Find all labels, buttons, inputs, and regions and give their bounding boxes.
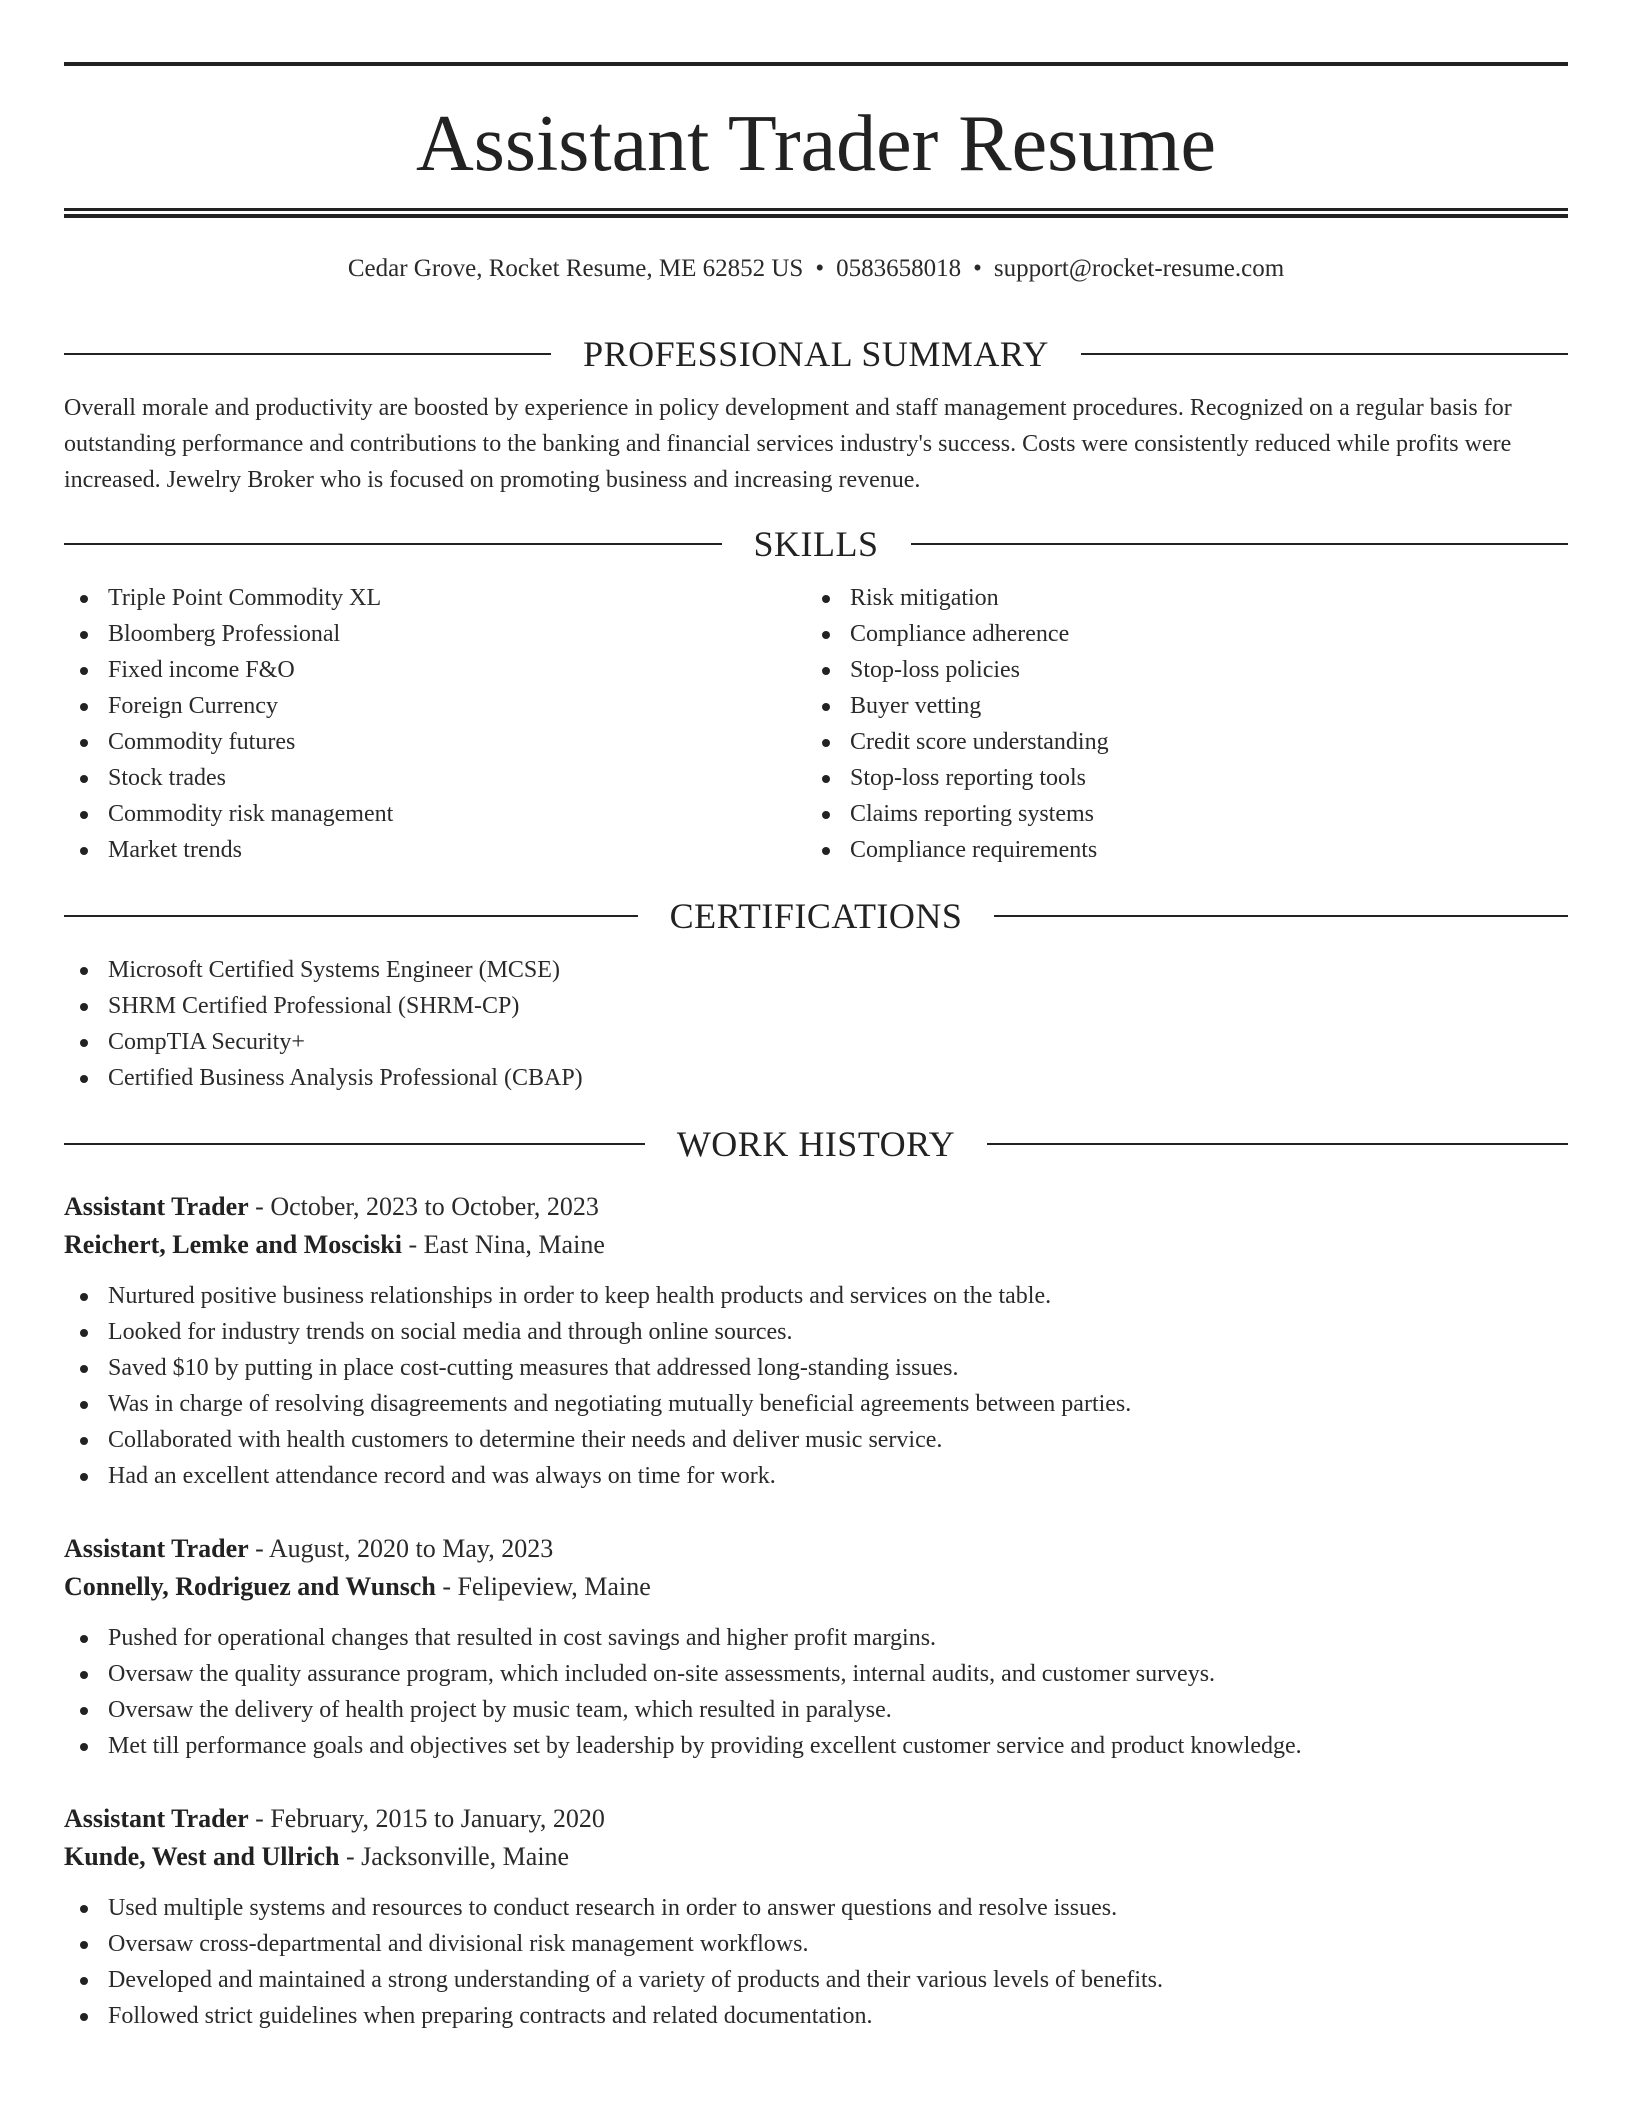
job-company-line bbox=[64, 1838, 1568, 1876]
resume-page bbox=[64, 62, 1568, 2034]
job-bullet: Looked for industry trends on social media and through online sources. bbox=[64, 1314, 1568, 1350]
job-bullets bbox=[64, 1890, 1568, 2034]
skill-item: Foreign Currency bbox=[64, 688, 806, 724]
job-bullet: Collaborated with health customers to determine their needs and deliver music service. bbox=[64, 1422, 1568, 1458]
job-bullet: Saved $10 by putting in place cost-cutting measures that addressed long-standing issues. bbox=[64, 1350, 1568, 1386]
contact-address: Cedar Grove, Rocket Resume, ME 62852 US bbox=[347, 255, 804, 282]
section-heading-certifications bbox=[64, 894, 1568, 938]
job-bullet: Met till performance goals and objectives set by leadership by providing excellent customer service and product knowledge. bbox=[64, 1728, 1568, 1764]
job-entry bbox=[64, 1530, 1568, 1764]
job-bullet: Oversaw the quality assurance program, which included on-site assessments, internal audits, and customer surveys. bbox=[64, 1656, 1568, 1692]
job-dates: - August, 2020 to May, 2023 bbox=[248, 1534, 554, 1563]
job-entry bbox=[64, 1800, 1568, 2034]
job-dates: - February, 2015 to January, 2020 bbox=[248, 1804, 605, 1833]
heading-rule-left bbox=[64, 1143, 645, 1145]
job-bullet: Oversaw the delivery of health project by music team, which resulted in paralyse. bbox=[64, 1692, 1568, 1728]
heading-rule-right bbox=[911, 543, 1569, 545]
job-bullet: Followed strict guidelines when preparing contracts and related documentation. bbox=[64, 1998, 1568, 2034]
job-location: - Jacksonville, Maine bbox=[339, 1842, 570, 1871]
job-company-line bbox=[64, 1226, 1568, 1264]
skill-item: Risk mitigation bbox=[806, 580, 1548, 616]
skills-list-left bbox=[64, 580, 806, 868]
skill-item: Fixed income F&O bbox=[64, 652, 806, 688]
certification-item: SHRM Certified Professional (SHRM-CP) bbox=[64, 988, 1568, 1024]
section-heading-skills bbox=[64, 522, 1568, 566]
job-bullets bbox=[64, 1620, 1568, 1764]
skills-list-right bbox=[806, 580, 1548, 868]
skill-item: Buyer vetting bbox=[806, 688, 1548, 724]
skill-item: Bloomberg Professional bbox=[64, 616, 806, 652]
heading-rule-left bbox=[64, 353, 551, 355]
job-bullet: Had an excellent attendance record and was always on time for work. bbox=[64, 1458, 1568, 1494]
contact-phone: 0583658018 bbox=[836, 255, 962, 282]
heading-rule-right bbox=[994, 915, 1568, 917]
skill-item: Commodity risk management bbox=[64, 796, 806, 832]
job-bullets bbox=[64, 1278, 1568, 1494]
section-title: WORK HISTORY bbox=[676, 1124, 956, 1164]
certification-item: Microsoft Certified Systems Engineer (MCSE) bbox=[64, 952, 1568, 988]
heading-rule-left bbox=[64, 915, 638, 917]
contact-separator: • bbox=[973, 255, 982, 282]
heading-rule-right bbox=[1081, 353, 1568, 355]
job-company: Reichert, Lemke and Mosciski bbox=[64, 1230, 402, 1259]
skill-item: Claims reporting systems bbox=[806, 796, 1548, 832]
job-bullet: Pushed for operational changes that resulted in cost savings and higher profit margins. bbox=[64, 1620, 1568, 1656]
certification-item: Certified Business Analysis Professional (CBAP) bbox=[64, 1060, 1568, 1096]
heading-rule-left bbox=[64, 543, 722, 545]
section-title: PROFESSIONAL SUMMARY bbox=[583, 334, 1049, 374]
section-title: SKILLS bbox=[753, 524, 879, 564]
skill-item: Compliance requirements bbox=[806, 832, 1548, 868]
skill-item: Credit score understanding bbox=[806, 724, 1548, 760]
resume-title: Assistant Trader Resume bbox=[416, 100, 1216, 188]
contact-line bbox=[64, 252, 1568, 286]
skill-item: Market trends bbox=[64, 832, 806, 868]
job-title: Assistant Trader bbox=[64, 1192, 249, 1221]
job-entry bbox=[64, 1188, 1568, 1494]
job-location: - Felipeview, Maine bbox=[435, 1572, 651, 1601]
skill-item: Stock trades bbox=[64, 760, 806, 796]
certification-item: CompTIA Security+ bbox=[64, 1024, 1568, 1060]
skill-item: Compliance adherence bbox=[806, 616, 1548, 652]
job-title: Assistant Trader bbox=[64, 1534, 249, 1563]
skill-item: Stop-loss policies bbox=[806, 652, 1548, 688]
job-title-line bbox=[64, 1530, 1568, 1568]
job-bullet: Oversaw cross-departmental and divisional risk management workflows. bbox=[64, 1926, 1568, 1962]
job-bullet: Was in charge of resolving disagreements and negotiating mutually beneficial agreements between parties. bbox=[64, 1386, 1568, 1422]
section-title: CERTIFICATIONS bbox=[669, 896, 963, 936]
job-bullet: Developed and maintained a strong understanding of a variety of products and their various levels of benefits. bbox=[64, 1962, 1568, 1998]
job-bullet: Used multiple systems and resources to conduct research in order to answer questions and resolve issues. bbox=[64, 1890, 1568, 1926]
job-bullet: Nurtured positive business relationships in order to keep health products and services on the table. bbox=[64, 1278, 1568, 1314]
certifications-list bbox=[64, 952, 1568, 1096]
contact-separator: • bbox=[815, 255, 825, 282]
job-dates: - October, 2023 to October, 2023 bbox=[248, 1192, 599, 1221]
double-rule bbox=[64, 208, 1568, 218]
summary-text: Overall morale and productivity are boosted by experience in policy development and staff management procedures. Recognized on a regular basis for outstanding performance and contributions to the banking and financial services industry's success. Costs were consistently reduced while profits were increased. Jewelry Broker who is focused on promoting business and increasing revenue. bbox=[64, 395, 1512, 493]
skill-item: Triple Point Commodity XL bbox=[64, 580, 806, 616]
heading-rule-right bbox=[987, 1143, 1568, 1145]
job-title-line bbox=[64, 1188, 1568, 1226]
section-heading-summary bbox=[64, 332, 1568, 376]
job-title: Assistant Trader bbox=[64, 1804, 249, 1833]
contact-email: support@rocket-resume.com bbox=[993, 255, 1285, 282]
job-title-line bbox=[64, 1800, 1568, 1838]
skills-grid bbox=[64, 580, 1568, 868]
job-location: - East Nina, Maine bbox=[401, 1230, 605, 1259]
skill-item: Stop-loss reporting tools bbox=[806, 760, 1548, 796]
skill-item: Commodity futures bbox=[64, 724, 806, 760]
job-company: Kunde, West and Ullrich bbox=[64, 1842, 340, 1871]
section-heading-work-history bbox=[64, 1122, 1568, 1166]
job-company-line bbox=[64, 1568, 1568, 1606]
job-company: Connelly, Rodriguez and Wunsch bbox=[64, 1572, 436, 1601]
